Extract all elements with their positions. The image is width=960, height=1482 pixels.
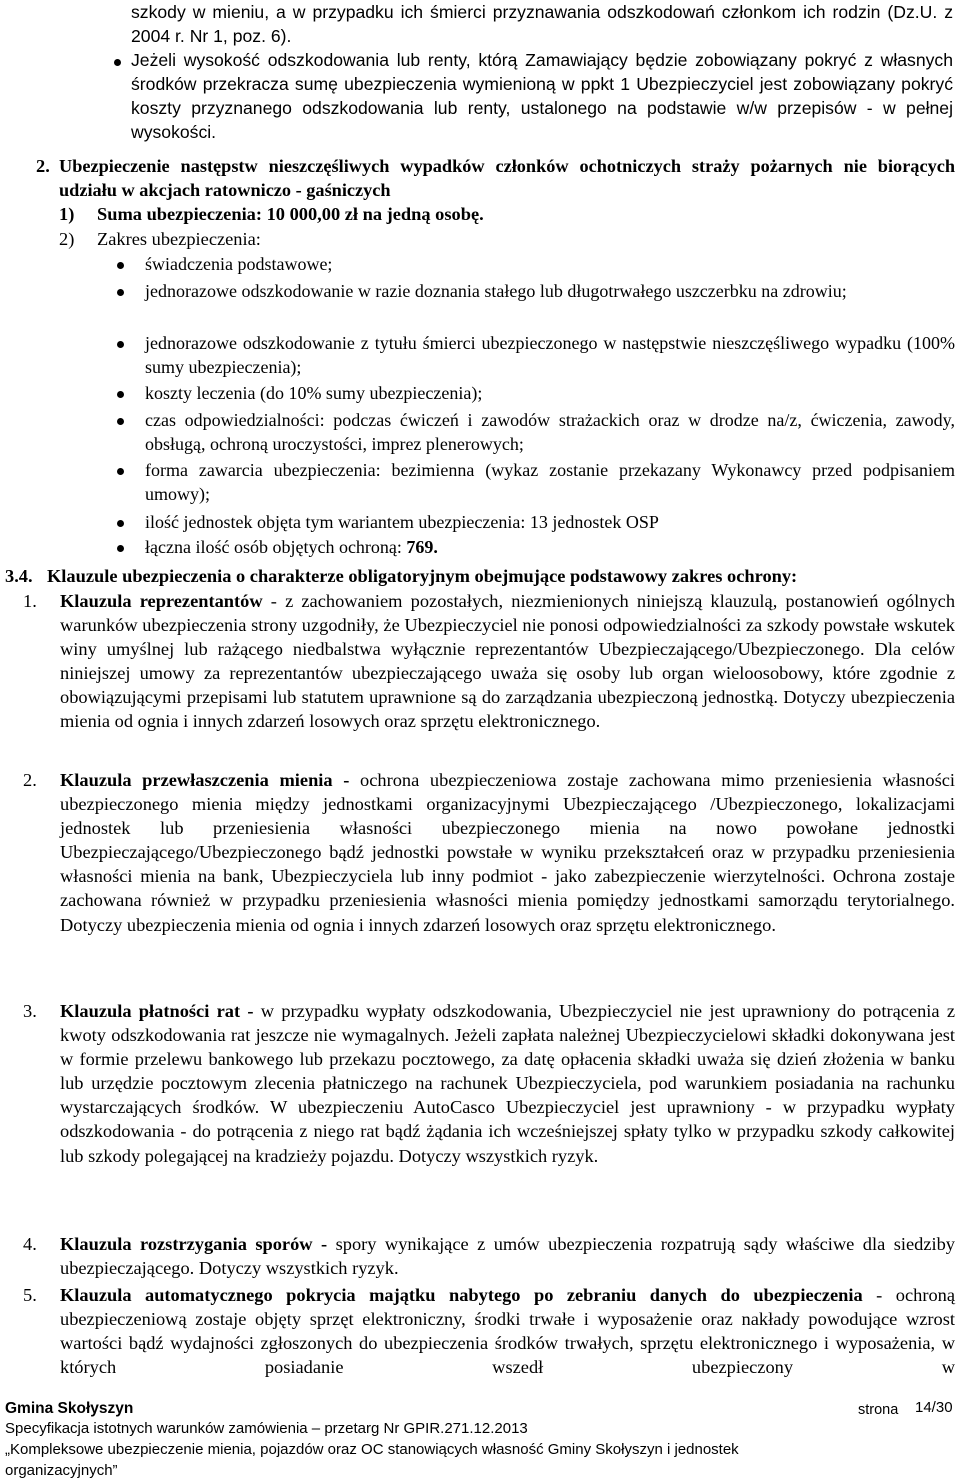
clause-3-number: 3.: [23, 1001, 37, 1021]
clause-2-text: ochrona ubezpieczeniowa zostaje zachowana mimo przeniesienia własności ubezpieczonego mienia między jednostkami organizacyjnymi Ubezpieczającego /Ubezpieczonego, lokalizacjami jednostek lub przeniesienia własności ubezpieczonego mienia na nowo powołane jednostki Ubezpieczającego/Ubezpieczonego bądź jednostki powstałe w wyniku przekształceń oraz w przypadku przeniesienia własności mienia na bank, Ubezpieczyciela lub inny podmiot - jako zabezpieczenie wierzytelności. Ochrona zostaje zachowana również w przypadku przeniesienia własności mienia pomiędzy jednostkami samorządu terytorialnego. Dotyczy ubezpieczenia mienia od ognia i innych zdarzeń losowych oraz sprzętu elektronicznego.: [60, 770, 955, 935]
top-bullet-paragraph: Jeżeli wysokość odszkodowania lub renty, którą Zamawiający będzie zobowiązany pokryć z własnych środków przekracza sumę ubezpieczenia wymienioną w ppkt 1 Ubezpieczyciel jest zobowiązany pokryć koszty przyznanego odszkodowania lub renty, ustalonego na podstawie w/w przepisów - w pełnej wysokości.: [131, 50, 953, 143]
scope-bullet-7: ilość jednostek objęta tym wariantem ubezpieczenia: 13 jednostek OSP: [145, 512, 659, 532]
continuation-paragraph: szkody w mieniu, a w przypadku ich śmierci przyznawania odszkodowań członkom ich rodzin (Dz.U. z 2004 r. Nr 1, poz. 6).: [131, 2, 953, 47]
bullet-dot: [117, 289, 124, 296]
sum-insured-text: Suma ubezpieczenia: 10 000,00 zł na jedną osobę.: [97, 204, 484, 224]
section2-item2: [97, 227, 955, 251]
bullet-dot: [114, 59, 121, 66]
section34-title: Klauzule ubezpieczenia o charakterze obligatoryjnym obejmujące podstawowy zakres ochrony:: [47, 566, 798, 586]
clause-5-text: - ochroną ubezpieczeniową zostaje objęty sprzęt elektroniczny, środki trwałe i wyposażenie oraz nakłady powodujące wzrost wartości bądź wydajności zgłoszonych do ubezpieczenia środków trwałych, sprzętu elektronicznego i wyposażenia, w których posiadanie wszedł ubezpieczony w: [60, 1285, 955, 1378]
bullet-dot: [117, 391, 124, 398]
footer-title-line1: „Kompleksowe ubezpieczenie mienia, pojazdów oraz OC stanowiących własność Gminy Skołyszyn i jednostek: [5, 1441, 739, 1458]
bullet-dot: [117, 468, 124, 475]
footer-spec: Specyfikacja istotnych warunków zamówienia – przetarg Nr GPIR.271.12.2013: [5, 1420, 528, 1437]
bullet-dot: [117, 520, 124, 527]
scope-bullet-8: łączna ilość osób objętych ochroną: 769.: [145, 537, 438, 557]
clause-2-title: Klauzula przewłaszczenia mienia -: [60, 770, 350, 790]
insured-persons-count: 769.: [406, 537, 438, 557]
scope-bullet-3: jednorazowe odszkodowanie z tytułu śmierci ubezpieczonego w następstwie nieszczęśliwego wypadku (100% sumy ubezpieczenia);: [145, 333, 955, 378]
footer-title-line2: organizacyjnych”: [5, 1462, 118, 1479]
clause-1-number: 1.: [23, 591, 37, 611]
clause-3-title: Klauzula płatności rat -: [60, 1001, 254, 1021]
bullet-dot: [117, 341, 124, 348]
section2-number: 2.: [36, 156, 50, 176]
clause-2-number: 2.: [23, 770, 37, 790]
continuation-text-block: [131, 0, 953, 48]
footer-org: Gmina Skołyszyn: [5, 1400, 134, 1417]
footer-page-number: 14/30: [915, 1399, 953, 1416]
bullet-dot: [117, 418, 124, 425]
scope-heading: Zakres ubezpieczenia:: [97, 229, 261, 249]
clause-3-text: w przypadku wypłaty odszkodowania, Ubezpieczyciel nie jest uprawniony do potrącenia z kwoty odszkodowania rat jeszcze nie wymagalnych. Jeżeli zapłata należnej Ubezpieczycielowi składki dokonywana jest w formie przelewu bankowego lub przekazu pocztowego, za datę opłacenia składki uważa się dzień złożenia w banku lub urzędzie pocztowym zlecenia płatniczego na rachunek Ubezpieczyciela, pod warunkiem posiadania na rachunku wystarczających środków. W ubezpieczeniu AutoCasco Ubezpieczyciel jest uprawniony - w przypadku wypłaty odszkodowania - do potrącenia z niego rat bądź żądania ich wcześniejszej spłaty tylko w przypadku szkody całkowitej lub szkody polegającej na kradzieży pojazdu. Dotyczy wszystkich ryzyk.: [60, 1001, 955, 1166]
clause-1: [60, 589, 955, 734]
section2-title: Ubezpieczenie następstw nieszczęśliwych wypadków członków ochotniczych straży pożarnych nie biorących udziału w akcjach ratowniczo - gaśniczych: [59, 156, 955, 201]
clause-1-text: - z zachowaniem pozostałych, niezmienionych niniejszą klauzulą, postanowień ogólnych warunków ubezpieczenia strony uzgodniły, że Ubezpieczyciel nie ponosi odpowiedzialności za szkody powstałe wskutek winy umyślnej lub rażącego niedbalstwa wyłącznie reprezentantów Ubezpieczającego/Ubezpieczonego. Dla celów niniejszej umowy za reprezentantów ubezpieczającego uważa się osoby lub organ wieloosobowy, które zgodnie z obowiązującymi przepisami lub statutem uprawnione są do zarządzania ubezpieczoną jednostką. Dotyczy ubezpieczenia mienia od ognia i innych zdarzeń losowych oraz sprzętu elektronicznego.: [60, 591, 956, 732]
section2-title-block: [59, 154, 955, 202]
scope-bullet-6: forma zawarcia ubezpieczenia: bezimienna (wykaz zostanie przekazany Wykonawcy przed podpisaniem umowy);: [145, 460, 955, 505]
clause-4: [60, 1232, 955, 1280]
clause-5-number: 5.: [23, 1285, 37, 1305]
scope-bullet-2: jednorazowe odszkodowanie w razie doznania stałego lub długotrwałego uszczerbku na zdrowiu;: [145, 281, 847, 301]
footer-page-label: strona: [858, 1402, 899, 1418]
scope-bullet-1: świadczenia podstawowe;: [145, 254, 333, 274]
clause-4-number: 4.: [23, 1234, 37, 1254]
top-bullet-text-block: [131, 48, 953, 144]
clause-2: [60, 768, 955, 937]
clause-4-text: spory wynikające z umów ubezpieczenia rozpatrują sądy właściwe dla siedziby ubezpieczającego. Dotyczy wszystkich ryzyk.: [60, 1234, 955, 1279]
bullet-dot: [117, 545, 124, 552]
clause-1-title: Klauzula reprezentantów: [60, 591, 263, 611]
clause-5-title: Klauzula automatycznego pokrycia majątku nabytego po zebraniu danych do ubezpieczenia: [60, 1285, 863, 1305]
scope-bullet-4: koszty leczenia (do 10% sumy ubezpieczenia);: [145, 383, 483, 403]
scope-bullet-5: czas odpowiedzialności: podczas ćwiczeń i zawodów strażackich oraz w drodze na/z, ćwiczenia, zawody, obsługą, ochroną uroczystości, imprez plenerowych;: [145, 410, 955, 455]
section2-item1-number: 1): [59, 204, 75, 224]
bullet-dot: [117, 262, 124, 269]
section34-title-block: [47, 564, 959, 588]
section34-number: 3.4.: [5, 566, 33, 586]
clause-4-title: Klauzula rozstrzygania sporów -: [60, 1234, 328, 1254]
clause-3: [60, 999, 955, 1168]
clause-5: [60, 1283, 955, 1379]
section2-item2-number: 2): [59, 229, 75, 249]
section2-item1: [97, 202, 955, 226]
